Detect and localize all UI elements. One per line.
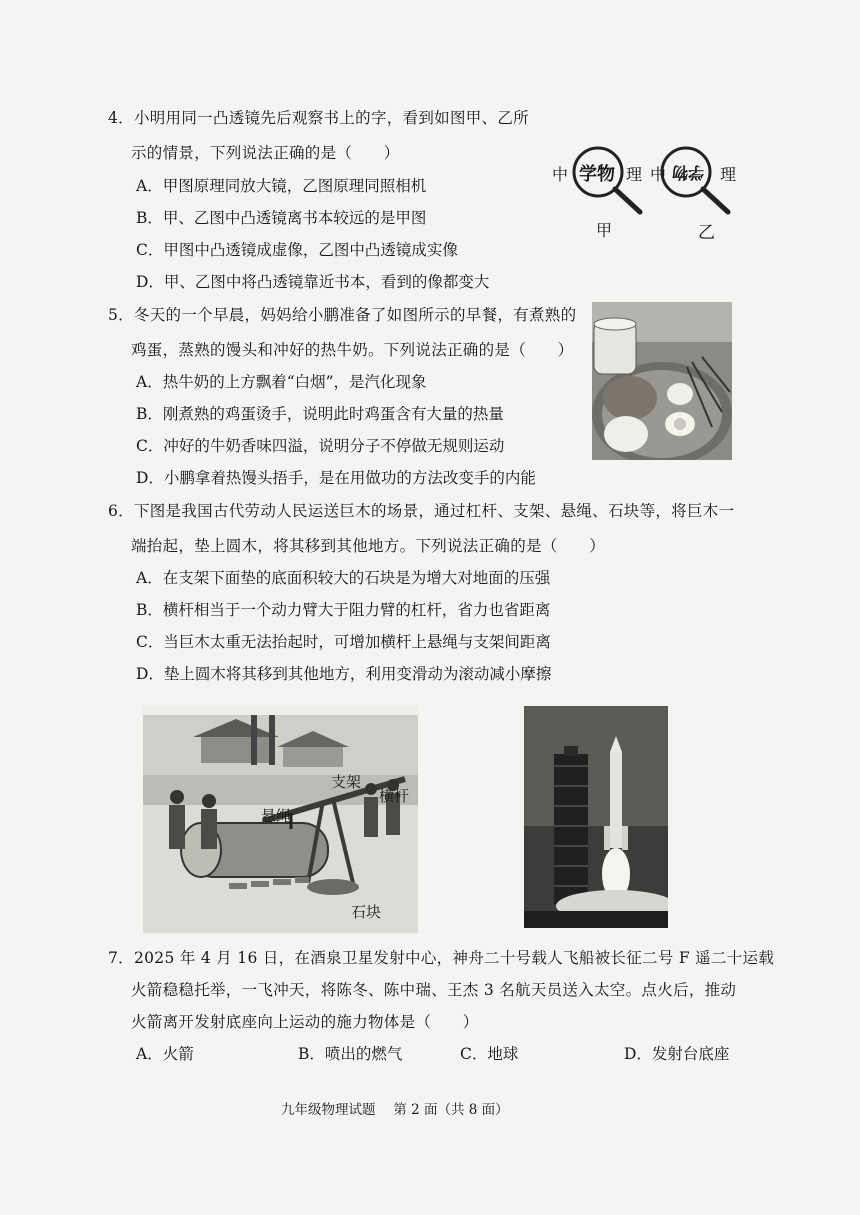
q6-option-b: B．横杆相当于一个动力臂大于阻力臂的杠杆，省力也省距离 [136, 601, 551, 619]
q6-option-a: A．在支架下面垫的底面积较大的石块是为增大对地面的压强 [136, 569, 551, 587]
magnifier-figure [548, 140, 748, 250]
q7-option-d: D．发射台底座 [624, 1045, 730, 1063]
q4-fig-right-inner: 学物 [672, 163, 705, 182]
q4-fig-right-li: 理 [720, 165, 737, 184]
stone-icon [307, 879, 359, 895]
q5-option-b: B．刚煮熟的鸡蛋烫手，说明此时鸡蛋含有大量的热量 [136, 405, 504, 423]
q6-stem-line1: 6．下图是我国古代劳动人民运送巨木的场景，通过杠杆、支架、悬绳、石块等，将巨木一 [108, 502, 735, 520]
q7-stem-line2: 火箭稳稳托举，一飞冲天，将陈冬、陈中瑞、王杰 3 名航天员送入太空。点火后，推动 [131, 981, 737, 999]
q7-option-b: B．喷出的燃气 [298, 1045, 403, 1063]
q7-stem-line1: 7．2025 年 4 月 16 日，在酒泉卫星发射中心，神舟二十号载人飞船被长征二号 F 遥二十运载 [108, 949, 775, 967]
q6-log-transport-figure [143, 705, 418, 933]
q5-stem-line2: 鸡蛋，蒸熟的馒头和冲好的热牛奶。下列说法正确的是（ ） [131, 341, 574, 359]
magnifier-handle-right [703, 189, 728, 212]
q5-option-c: C．冲好的牛奶香味四溢，说明分子不停做无规则运动 [136, 437, 505, 455]
q4-fig-left-inner: 学物 [579, 164, 615, 185]
q5-option-d: D．小鹏拿着热馒头捂手，是在用做功的方法改变手的内能 [136, 469, 536, 487]
q4-fig-caption-left: 甲 [596, 221, 613, 240]
q7-option-c: C．地球 [460, 1045, 519, 1063]
egg-icon [667, 383, 693, 405]
q4-stem-line2: 示的情景，下列说法正确的是（ ） [131, 144, 400, 162]
q6-option-c: C．当巨木太重无法抬起时，可增加横杆上悬绳与支架间距离 [136, 633, 551, 651]
q7-rocket-launch-photo [524, 706, 668, 928]
q7-stem-line3: 火箭离开发射底座向上运动的施力物体是（ ） [131, 1013, 479, 1031]
page-footer: 九年级物理试题 第 2 面（共 8 面） [281, 1102, 509, 1118]
q5-option-a: A．热牛奶的上方飘着“白烟”，是汽化现象 [136, 373, 427, 391]
label-henggan: 横杆 [379, 787, 410, 805]
q6-stem-line2: 端抬起，垫上圆木，将其移到其他地方。下列说法正确的是（ ） [131, 537, 606, 555]
q4-option-b: B．甲、乙图中凸透镜离书本较远的是甲图 [136, 209, 427, 227]
q7-option-a: A．火箭 [136, 1045, 194, 1063]
q4-fig-left-zhong: 中 [552, 165, 569, 184]
q4-fig-right-zhong: 中 [650, 165, 667, 184]
q4-option-c: C．甲图中凸透镜成虚像，乙图中凸透镜成实像 [136, 241, 458, 259]
q4-stem-line1: 4．小明用同一凸透镜先后观察书上的字，看到如图甲、乙所 [108, 109, 529, 127]
q4-fig-caption-right: 乙 [698, 223, 715, 243]
bun-icon [603, 376, 657, 420]
label-xuansheng: 悬绳 [261, 807, 292, 825]
q4-option-d: D．甲、乙图中将凸透镜靠近书本，看到的像都变大 [136, 273, 490, 291]
steamed-bun-icon [604, 416, 648, 452]
rocket-icon [610, 752, 622, 848]
q6-option-d: D．垫上圆木将其移到其他地方，利用变滑动为滚动减小摩擦 [136, 665, 552, 683]
launch-tower-icon [554, 754, 588, 904]
label-shikuai: 石块 [351, 903, 382, 921]
q4-fig-left-li: 理 [626, 165, 643, 184]
label-zhijia: 支架 [331, 773, 362, 791]
q5-stem-line1: 5．冬天的一个早晨，妈妈给小鹏准备了如图所示的早餐，有煮熟的 [108, 306, 577, 324]
q4-option-a: A．甲图原理同放大镜，乙图原理同照相机 [136, 177, 427, 195]
magnifier-handle-left [615, 189, 640, 212]
q4-figure [548, 140, 748, 250]
q5-breakfast-photo [592, 302, 732, 460]
